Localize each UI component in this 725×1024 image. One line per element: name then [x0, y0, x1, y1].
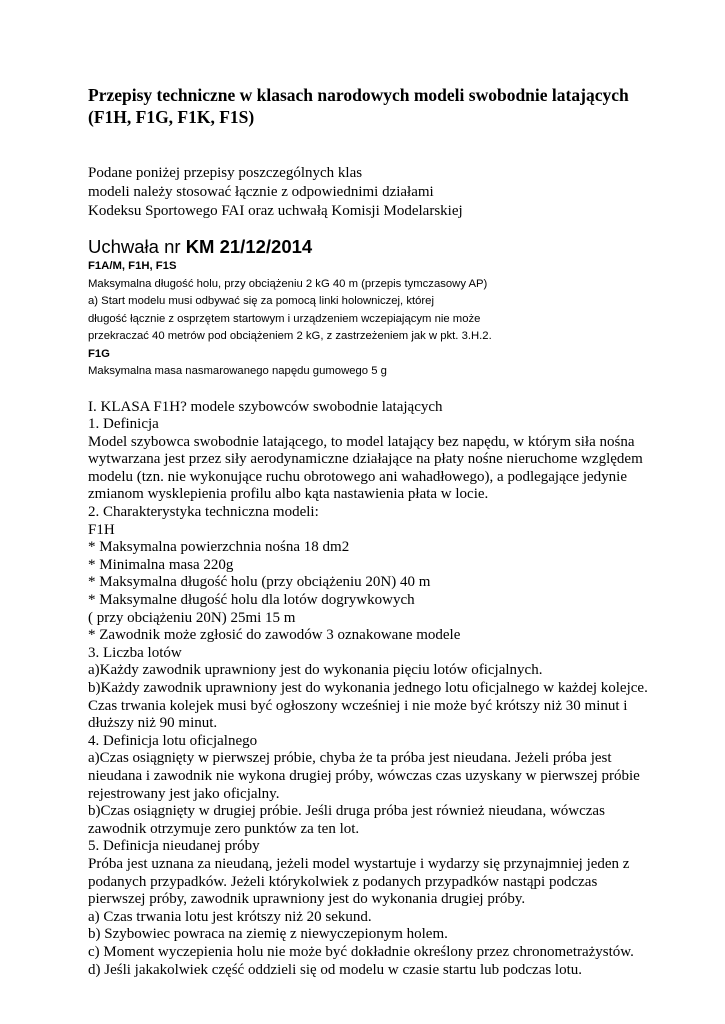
body-line: c) Moment wyczepienia holu nie może być dokładnie określony przez chronometrażystów.: [88, 943, 634, 960]
body-line: * Maksymalne długość holu dla lotów dogrywkowych: [88, 592, 415, 609]
body-line: nieudana i zawodnik nie wykona drugiej próby, wówczas czas uzyskany w pierwszej próbie: [88, 767, 640, 784]
body-line: 5. Definicja nieudanej próby: [88, 838, 260, 855]
intro-paragraph: [88, 164, 688, 221]
resolution-details: [88, 258, 688, 381]
body-line: * Maksymalna długość holu (przy obciążeniu 20N) 40 m: [88, 574, 431, 591]
title-line: (F1H, F1G, F1K, F1S): [88, 107, 255, 127]
body-line: pierwszej próby, zawodnik uprawniony jest do wykonania drugiej próby.: [88, 891, 526, 908]
body-line: zawodnik otrzymuje zero punktów za ten lot.: [88, 820, 360, 837]
resolution-number: KM 21/12/2014: [185, 236, 313, 257]
title-line: Przepisy techniczne w klasach narodowych modeli swobodnie latających: [88, 85, 629, 105]
body-line: Próba jest uznana za nieudaną, jeżeli model wystartuje i wydarzy się przynajmniej jeden z: [88, 855, 630, 872]
body-line: zmianom wysklepienia profilu albo kąta nastawienia płata w locie.: [88, 486, 489, 503]
body-line: * Maksymalna powierzchnia nośna 18 dm2: [88, 539, 350, 556]
resolution-detail-line: długość łącznie z osprzętem startowym i urządzeniem wczepiającym nie może: [88, 312, 481, 325]
resolution-class-label: F1A/M, F1H, F1S: [88, 260, 177, 272]
body-line: dłuższy niż 90 minut.: [88, 715, 218, 732]
body-line: modelu (tzn. nie wykonujące ruchu obrotowego ani wahadłowego), a podlegające jedynie: [88, 468, 627, 485]
resolution-class-label: F1G: [88, 347, 110, 360]
body-line: * Zawodnik może zgłosić do zawodów 3 oznakowane modele: [88, 627, 461, 644]
resolution-heading: [88, 236, 688, 258]
body-line: b)Każdy zawodnik uprawniony jest do wykonania jednego lotu oficjalnego w każdej kolejce.: [88, 680, 648, 696]
body-line: 3. Liczba lotów: [88, 644, 182, 661]
body-line: ( przy obciążeniu 20N) 25mi 15 m: [88, 609, 296, 626]
body-line: podanych przypadków. Jeżeli którykolwiek z podanych przypadków nastąpi podczas: [88, 873, 598, 890]
intro-line: Podane poniżej przepisy poszczególnych klas: [88, 165, 363, 181]
intro-line: modeli należy stosować łącznie z odpowiednimi działami: [88, 184, 434, 200]
body-line: F1H: [88, 521, 115, 538]
body-line: 4. Definicja lotu oficjalnego: [88, 732, 258, 749]
body-line: Model szybowca swobodnie latającego, to model latający bez napędu, w którym siła nośna: [88, 433, 635, 450]
body-line: wytwarzana jest przez siły aerodynamiczne działające na płaty nośne nieruchome względem: [88, 451, 643, 468]
body-line: a) Czas trwania lotu jest krótszy niż 20 sekund.: [88, 908, 372, 925]
body-line: rejestrowany jest jako oficjalny.: [88, 785, 280, 802]
resolution-prefix: Uchwała nr: [88, 236, 186, 257]
document-title: [88, 84, 688, 128]
body-line: 1. Definicja: [88, 416, 159, 433]
body-line: Czas trwania kolejek musi być ogłoszony wcześniej i nie może być krótszy niż 30 minut i: [88, 697, 628, 714]
body-line: b) Szybowiec powraca na ziemię z niewyczepionym holem.: [88, 926, 448, 943]
body-line: d) Jeśli jakakolwiek część oddzieli się od modelu w czasie startu lub podczas lotu.: [88, 961, 583, 978]
document-page: [88, 84, 688, 979]
body-line: a)Czas osiągnięty w pierwszej próbie, chyba że ta próba jest nieudana. Jeżeli próba jest: [88, 750, 612, 767]
resolution-detail-line: Maksymalna masa nasmarowanego napędu gumowego 5 g: [88, 365, 387, 377]
resolution-detail-line: przekraczać 40 metrów pod obciążeniem 2 kG, z zastrzeżeniem jak w pkt. 3.H.2.: [88, 330, 492, 342]
resolution-detail-line: Maksymalna długość holu, przy obciążeniu 2 kG 40 m (przepis tymczasowy AP): [88, 277, 488, 290]
body-line: * Minimalna masa 220g: [88, 556, 234, 573]
resolution-detail-line: a) Start modelu musi odbywać się za pomocą linki holowniczej, której: [88, 295, 434, 307]
regulations-body: [88, 399, 688, 980]
body-line: 2. Charakterystyka techniczna modeli:: [88, 504, 319, 521]
body-line: b)Czas osiągnięty w drugiej próbie. Jeśli druga próba jest również nieudana, wówczas: [88, 803, 605, 820]
body-line: a)Każdy zawodnik uprawniony jest do wykonania pięciu lotów oficjalnych.: [88, 662, 543, 679]
body-line: I. KLASA F1H? modele szybowców swobodnie latających: [88, 398, 443, 415]
intro-line: Kodeksu Sportowego FAI oraz uchwałą Komisji Modelarskiej: [88, 203, 463, 219]
